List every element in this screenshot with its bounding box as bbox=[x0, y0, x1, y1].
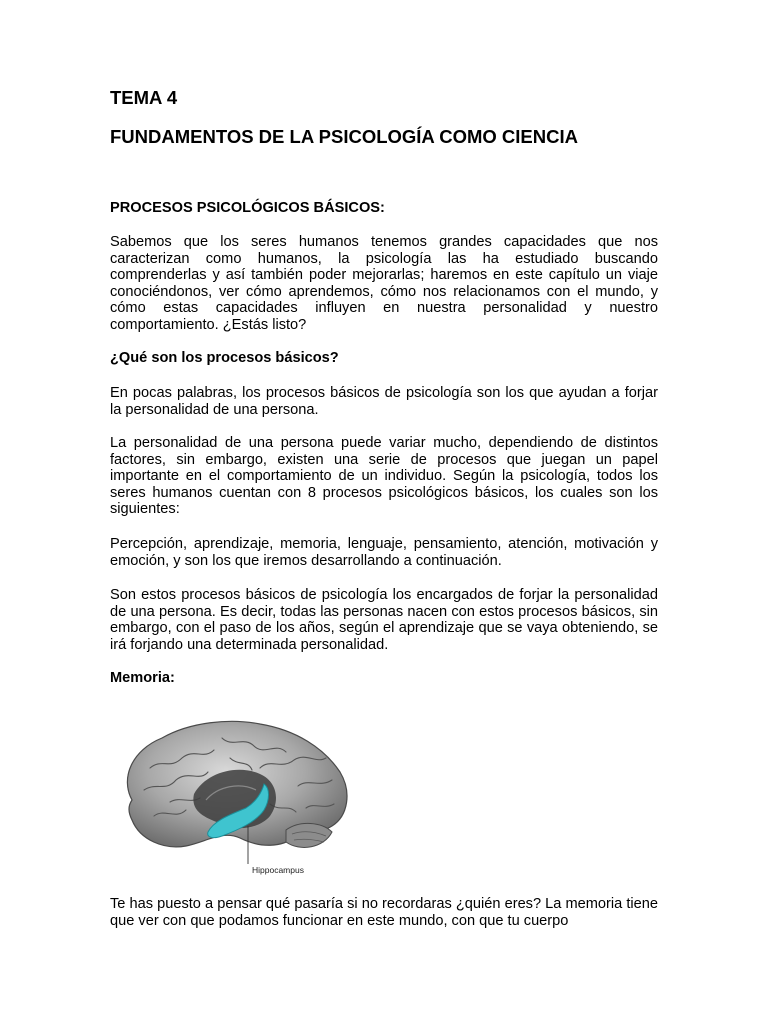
memoria-heading: Memoria: bbox=[110, 670, 175, 686]
intro-paragraph: Sabemos que los seres humanos tenemos grandes capacidades que nos caracterizan como humanos, la psicología las ha estudiado buscando comprenderlas y así también poder mejorarlas; haremos en este capítulo un viaje conociéndonos, ver cómo aprendemos, cómo nos relacionamos con el mundo, y cómo estas capacidades influyen en nuestra personalidad y nuestro comportamiento. ¿Estás listo? bbox=[110, 234, 658, 333]
paragraph-process-list: Percepción, aprendizaje, memoria, lenguaje, pensamiento, atención, motivación y emoción, y son los que iremos desarrollando a continuación. bbox=[110, 536, 658, 569]
paragraph-forging-personality: Son estos procesos básicos de psicología los encargados de forjar la personalidad de una persona. Es decir, todas las personas nacen con estos procesos básicos, sin embargo, con el paso de los años, según el aprendizaje que se vaya obteniendo, se irá forjando una determinada personalidad. bbox=[110, 587, 658, 653]
question-heading: ¿Qué son los procesos básicos? bbox=[110, 350, 339, 366]
document-title: FUNDAMENTOS DE LA PSICOLOGÍA COMO CIENCIA bbox=[110, 126, 578, 147]
section-heading: PROCESOS PSICOLÓGICOS BÁSICOS: bbox=[110, 200, 385, 216]
paragraph-personality: La personalidad de una persona puede variar mucho, dependiendo de distintos factores, sin embargo, existen una serie de procesos que juegan un papel importante en el comportamiento de un individuo. Según la psicología, todos los seres humanos cuentan con 8 procesos psicológicos básicos, los cuales son los siguientes: bbox=[110, 435, 658, 518]
brain-hippocampus-illustration bbox=[110, 708, 358, 880]
hippocampus-label: Hippocampus bbox=[252, 865, 304, 875]
paragraph-basic-processes: En pocas palabras, los procesos básicos de psicología son los que ayudan a forjar la personalidad de una persona. bbox=[110, 385, 658, 418]
topic-number: TEMA 4 bbox=[110, 87, 178, 108]
paragraph-memory-intro: Te has puesto a pensar qué pasaría si no recordaras ¿quién eres? La memoria tiene que ver con que podamos funcionar en este mundo, con que tu cuerpo bbox=[110, 896, 658, 929]
